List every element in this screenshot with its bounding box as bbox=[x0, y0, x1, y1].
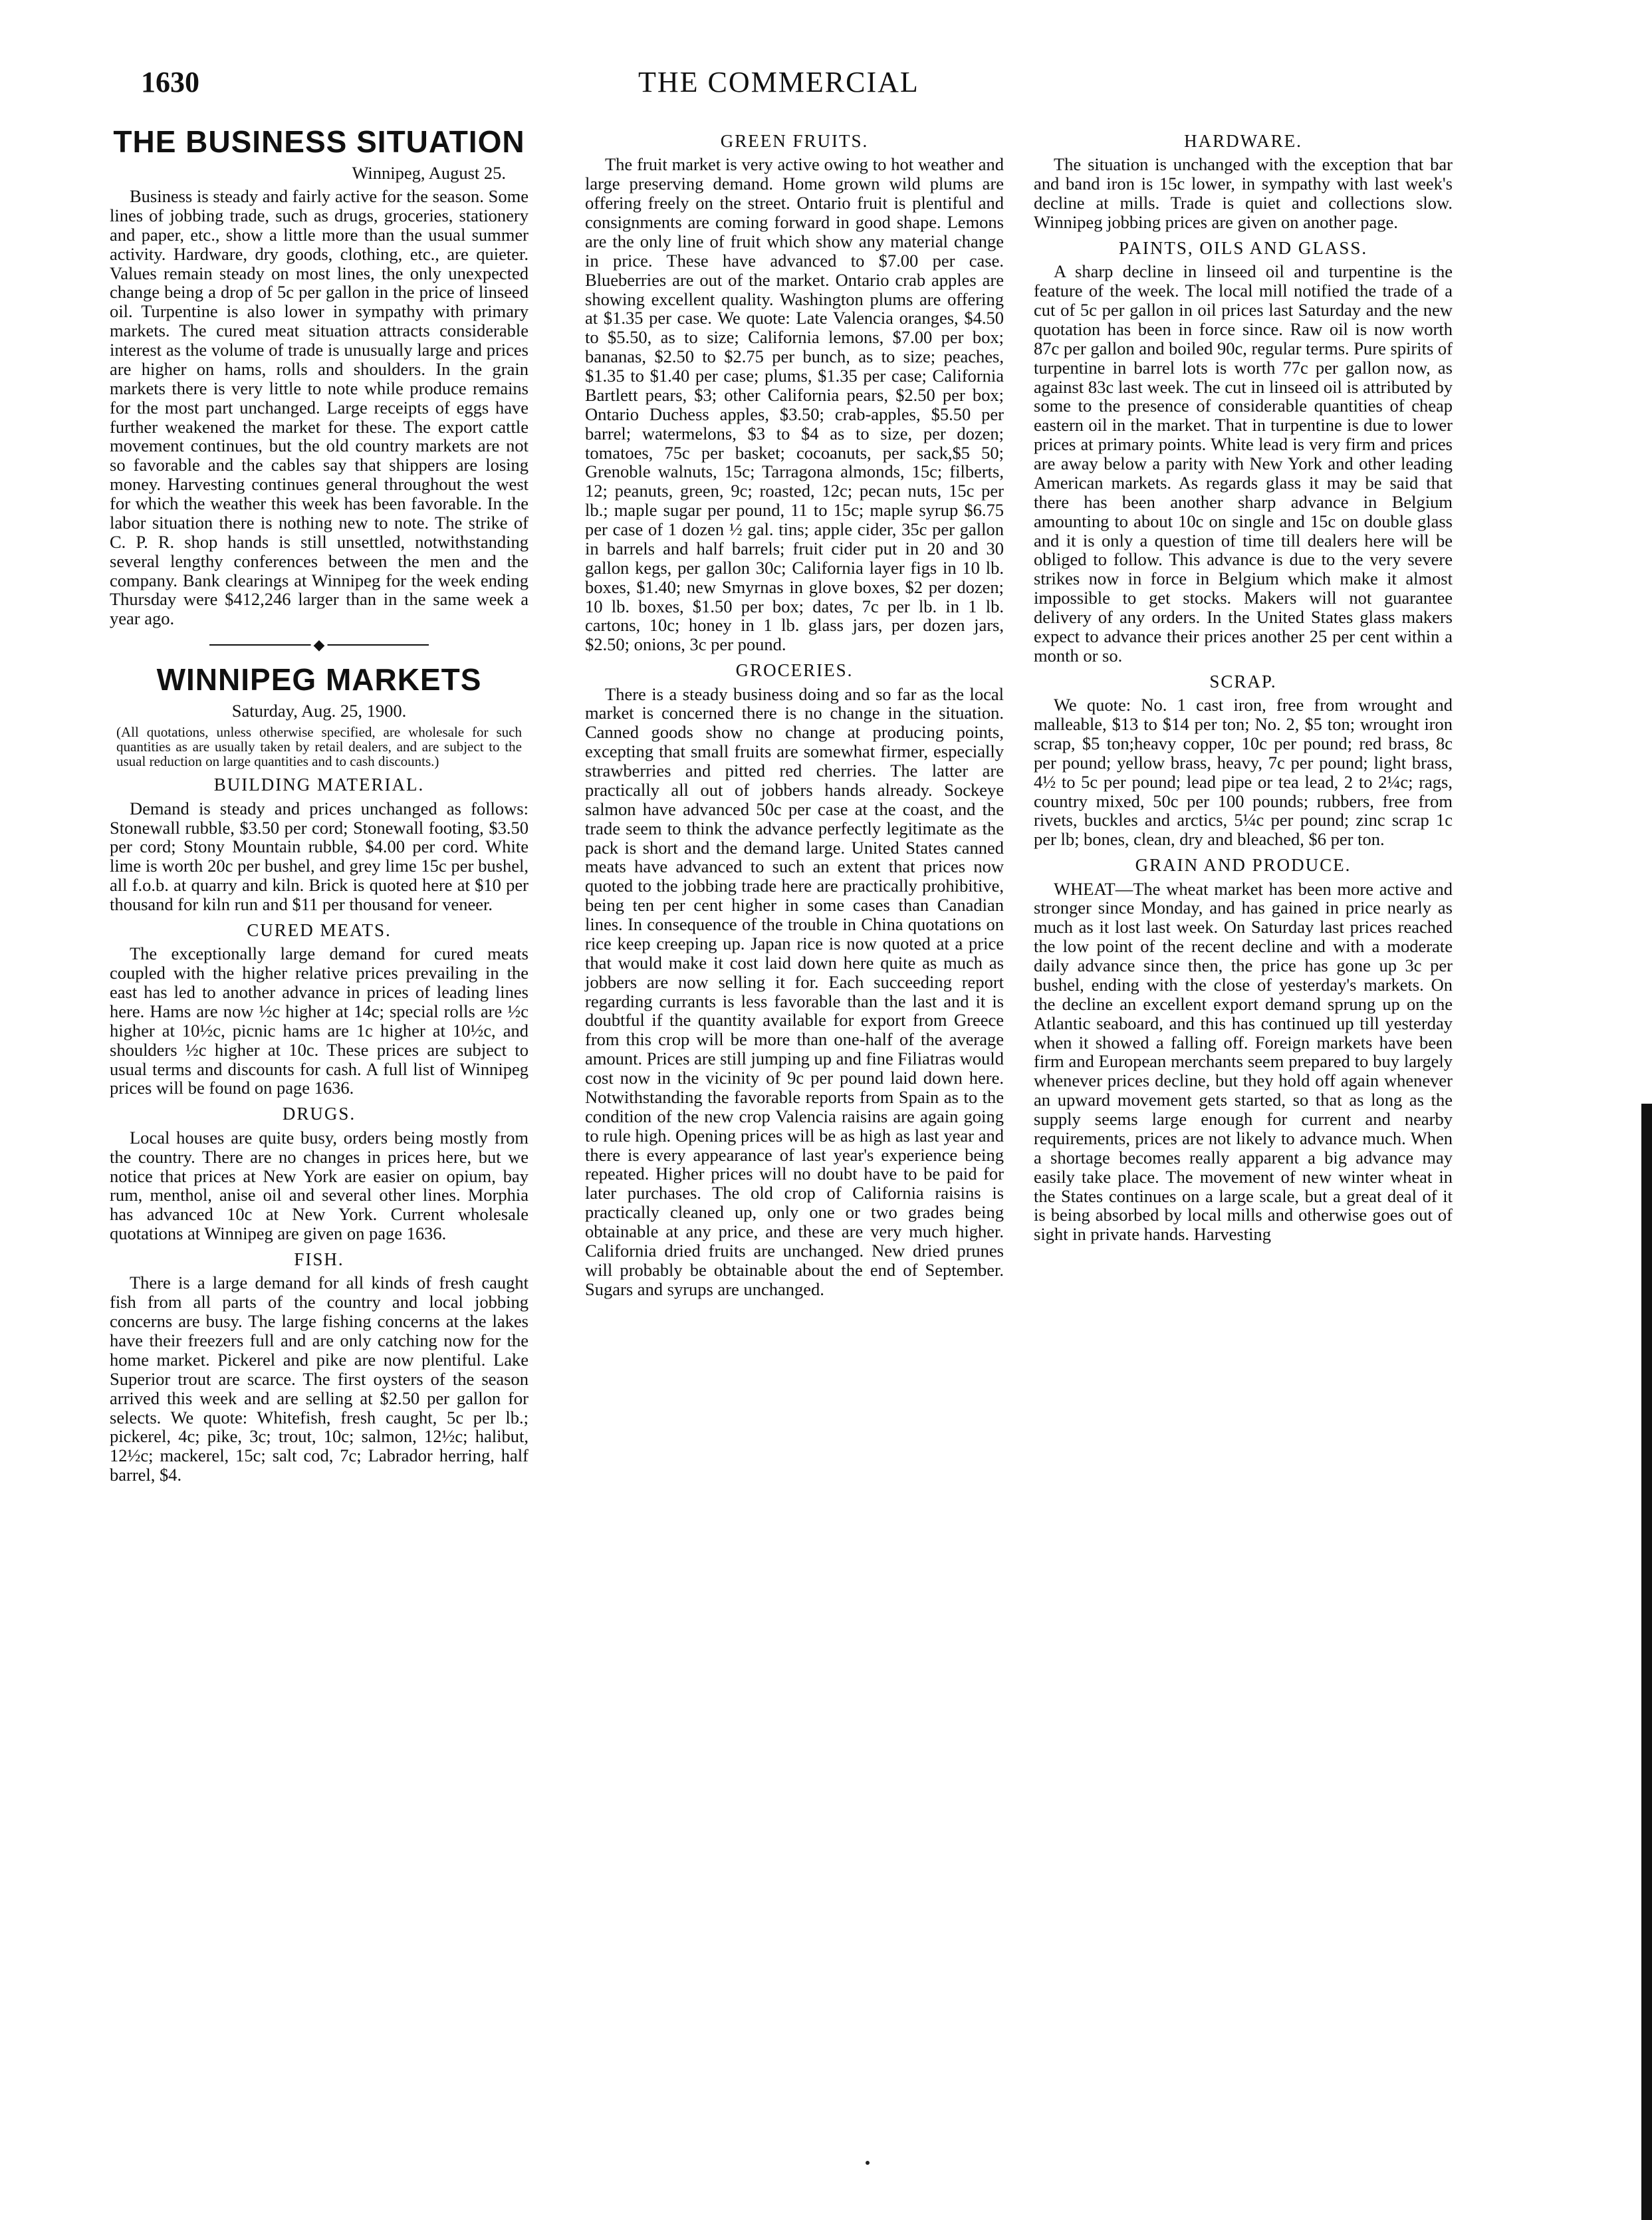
drugs-heading: DRUGS. bbox=[282, 1104, 356, 1124]
building-material-heading: BUILDING MATERIAL. bbox=[213, 775, 425, 795]
grain-produce-heading: GRAIN AND PRODUCE. bbox=[1135, 855, 1352, 876]
business-situation-text: Business is steady and fairly active for the season. Some lines of jobbing trade, such as drugs, groceries, stationery and paper, etc., show a little more than the usual summer activity. Hardware, dry goods, clothing, etc., are quieter. Values remain steady on most lines, the only unexpected change being a drop of 5c per gallon in the price of linseed oil. Turpentine is also lower in sympathy with primary markets. The cured meat situation attracts considerable interest as the volume of trade is unusually large and prices are higher on hams, rolls and shoulders. In the grain markets there is very little to note while produce remains for the most part unchanged. Large receipts of eggs have further weakened the market for these. The export cattle movement continues, but the old country markets are not so favorable and the cables say that shippers are losing money. Harvesting continues general throughout the west for which the weather this week has been favorable. In the labor situation there is nothing new to note. The strike of C. P. R. shop hands is still unsettled, notwithstanding several lengthy conferences between the men and the company. Bank clearings at Winnipeg for the week ending Thursday were $412,246 larger than in the same week a year ago. bbox=[110, 186, 529, 629]
groceries-heading: GROCERIES. bbox=[735, 660, 854, 681]
hardware-heading: HARDWARE. bbox=[1184, 131, 1302, 151]
column-3 bbox=[1034, 125, 1453, 1244]
paints-oils-glass-text: A sharp decline in linseed oil and turpentine is the feature of the week. The local mill notified the trade of a cut of 5c per gallon in oil prices last Saturday and the new quotation has been in force since. Raw oil is now worth 87c per gallon and boiled 90c, regular terms. Pure spirits of turpentine in barrel lots is worth 77c per gallon now, as against 83c last week. The cut in linseed oil is attributed by some to the presence of considerable quantities of cheap eastern oil in the market. That in turpentine is due to lower prices at primary points. White lead is very firm and prices are away below a parity with New York and other leading American markets. As regards glass it may be said that there has been another sharp advance in Belgium amounting to about 10c on single and 15c on double glass and it is only a question of time till dealers here will be obliged to follow. This advance is due to the very severe strikes now in force in Belgium which make it almost impossible to get stocks. Makers will not guarantee delivery of any orders. In the United States glass makers expect to advance their prices another 25 per cent within a month or so. bbox=[1034, 261, 1453, 666]
column-1 bbox=[110, 125, 529, 1485]
business-situation-heading: THE BUSINESS SITUATION bbox=[113, 124, 525, 159]
green-fruits-heading: GREEN FRUITS. bbox=[720, 131, 869, 151]
page-number: 1630 bbox=[141, 66, 199, 98]
scan-edge-shadow bbox=[1641, 1104, 1652, 2220]
green-fruits-text: The fruit market is very active owing to hot weather and large preserving demand. Home grown wild plums are offering freely on the street. Ontario fruit is plentiful and consignments are coming forward in good shape. Lemons are the only line of fruit which show any material change in price. These have advanced to $7.00 per case. Blueberries are out of the market. Ontario crab apples are showing excellent quality. Washington plums are offering at $1.35 per case. We quote: Late Valencia oranges, $4.50 to $5.50, as to size; California lemons, $7.00 per box; bananas, $2.50 to $2.75 per bunch, as to size; peaches, $1.35 to $1.40 per case; plums, $1.35 per case; California Bartlett pears, $3; other California pears, $2.50 per box; Ontario Duchess apples, $3.50; crab-apples, $5.50 per barrel; watermelons, $3 to $4 as to size, per dozen; tomatoes, 75c per basket; cocoanuts, per sack,$5 50; Grenoble walnuts, 15c; Tarragona almonds, 15c; filberts, 12; peanuts, green, 9c; roasted, 12c; pecan nuts, 15c per lb.; maple sugar per pound, 11 to 15c; maple syrup $6.75 per case of 1 dozen ½ gal. tins; apple cider, 35c per gallon in barrels and half barrels; fruit cider put in 20 and 30 gallon kegs, per gallon 30c; California layer figs in 10 lb. boxes, $1.40; new Smyrnas in glove boxes, $2 per dozen; 10 lb. boxes, $1.50 per box; dates, 7c per lb. in 1 lb. cartons, 10c; honey in 1 lb. glass jars, per dozen jars, $2.50; onions, 3c per pound. bbox=[585, 154, 1004, 655]
grain-produce-text: WHEAT—The wheat market has been more active and stronger since Monday, and has gained in price nearly as much as it lost last week. On Saturday last prices reached the low point of the recent decline and with a moderate daily advance since then, the price has gone up 3c per bushel, ending with the close of yesterday's markets. On the decline an excellent export demand sprung up on the Atlantic seaboard, and this has continued up till yesterday when it showed a falling off. Foreign markets have been firm and European merchants seem prepared to buy largely whenever prices decline, but they hold off again whenever an upward movement gets started, so that as long as the supply seems large enough for current and nearby requirements, prices are not likely to advance much. When a shortage becomes really apparent a big advance may easily take place. The movement of new winter wheat in the States continues on a large scale, but a great deal of it is being absorbed by local mills and otherwise goes out of sight in private hands. Harvesting bbox=[1034, 878, 1453, 1245]
ink-dot bbox=[866, 2161, 870, 2165]
drugs-text: Local houses are quite busy, orders being mostly from the country. There are no changes in prices here, but we notice that prices at New York are easier on opium, bay rum, menthol, anise oil and several other lines. Morphia has advanced 10c at New York. Current wholesale quotations at Winnipeg are given on page 1636. bbox=[110, 1127, 529, 1244]
scrap-heading: SCRAP. bbox=[1209, 671, 1277, 691]
publication-title: THE COMMERCIAL bbox=[638, 66, 919, 98]
building-material-text: Demand is steady and prices unchanged as follows: Stonewall rubble, $3.50 per cord; Stonewall footing, $3.50 per cord; Stony Mountain rubble, $4.00 per cord. White lime is worth 20c per bushel, and grey lime 15c per bushel, all f.o.b. at quarry and kiln. Brick is quoted here at $10 per thousand for kiln run and $11 per thousand for veneer. bbox=[110, 798, 529, 915]
hardware-text: The situation is unchanged with the exception that bar and band iron is 15c lower, in sympathy with last week's decline at mills. Trade is quiet and collections slow. Winnipeg jobbing prices are given on another page. bbox=[1034, 154, 1453, 233]
business-situation-dateline: Winnipeg, August 25. bbox=[352, 163, 506, 184]
cured-meats-heading: CURED MEATS. bbox=[247, 920, 392, 940]
section-divider bbox=[110, 635, 529, 655]
scrap-text: We quote: No. 1 cast iron, free from wrought and malleable, $13 to $14 per ton; No. 2, $5 ton; wrought iron scrap, $5 ton;heavy copper, 10c per pound; red brass, 8c per pound; yellow brass, heavy, 7c per pound; light brass, 4½ to 5c per pound; lead pipe or tea lead, 2 to 2¼c; rags, country mixed, 50c per 100 pounds; rubbers, free from rivets, buckles and arctics, 5¼c per pound; zinc scrap 1c per lb; bones, clean, dry and bleached, $6 per ton. bbox=[1034, 695, 1453, 850]
quotations-note: (All quotations, unless otherwise specified, are wholesale for such quantities as are usually taken by retail dealers, and are subject to the usual reduction on large quantities and to cash discounts.) bbox=[116, 724, 522, 770]
winnipeg-markets-heading: WINNIPEG MARKETS bbox=[156, 662, 482, 697]
divider-ornament-icon: ◆ bbox=[311, 637, 328, 653]
paints-oils-glass-heading: PAINTS, OILS AND GLASS. bbox=[1118, 237, 1368, 258]
cured-meats-text: The exceptionally large demand for cured meats coupled with the higher relative prices prevailing in the east has led to another advance in prices of leading lines here. Hams are now ½c higher at 14c; special rolls are ½c higher at 10½c, picnic hams are 1c higher at 10½c, and shoulders ½c higher at 10c. These prices are subject to usual terms and discounts for cash. A full list of Winnipeg prices will be found on page 1636. bbox=[110, 943, 529, 1098]
groceries-text: There is a steady business doing and so far as the local market is concerned there is no change in the situation. Canned goods show no change at producing points, excepting that small fruits are somewhat firmer, especially strawberries and pitted red cherries. The latter are practically all out of jobbers hands already. Sockeye salmon have advanced 50c per case at the coast, and the trade seem to think the advance perfectly legitimate as the pack is short and the demand large. United States canned meats have advanced to such an extent that prices now quoted to the jobbing trade here are practically prohibitive, being ten per cent higher in some cases than Canadian lines. In consequence of the trouble in China quotations on rice keep creeping up. Japan rice is now quoted at a price that would make it cost laid down here quite as much as jobbers are now selling it for. Each succeeding report regarding currants is less favorable than the last and it is doubtful if the quantity available for export from Greece from this crop will be more than one-half of the average amount. Prices are still jumping up and fine Filiatras would cost now in the vicinity of 9c per pound laid down here. Notwithstanding the favorable reports from Spain as to the condition of the new crop Valencia raisins are again going to rule high. Opening prices will be as high as last year and there is every appearance of last year's experience being repeated. Higher prices will no doubt have to be paid for later purchases. The old crop of California raisins is practically cleaned up, only one or two grades being obtainable at any price, and these are very much higher. California dried fruits are unchanged. New dried prunes will probably be obtainable about the end of September. Sugars and syrups are unchanged. bbox=[585, 683, 1004, 1299]
fish-text: There is a large demand for all kinds of fresh caught fish from all parts of the country and local jobbing concerns are busy. The large fishing concerns at the lakes have their freezers full and are only catching now for the home market. Pickerel and pike are now plentiful. Lake Superior trout are scarce. The first oysters of the season arrived this week and are selling at $2.50 per gallon for selects. We quote: Whitefish, fresh caught, 5c per lb.; pickerel, 4c; pike, 3c; trout, 10c; salmon, 12½c; halibut, 12½c; mackerel, 15c; salt cod, 7c; Labrador herring, half barrel, $4. bbox=[110, 1273, 529, 1485]
fish-heading: FISH. bbox=[294, 1249, 344, 1270]
winnipeg-markets-dateline: Saturday, Aug. 25, 1900. bbox=[231, 701, 407, 721]
column-2 bbox=[585, 125, 1004, 1299]
